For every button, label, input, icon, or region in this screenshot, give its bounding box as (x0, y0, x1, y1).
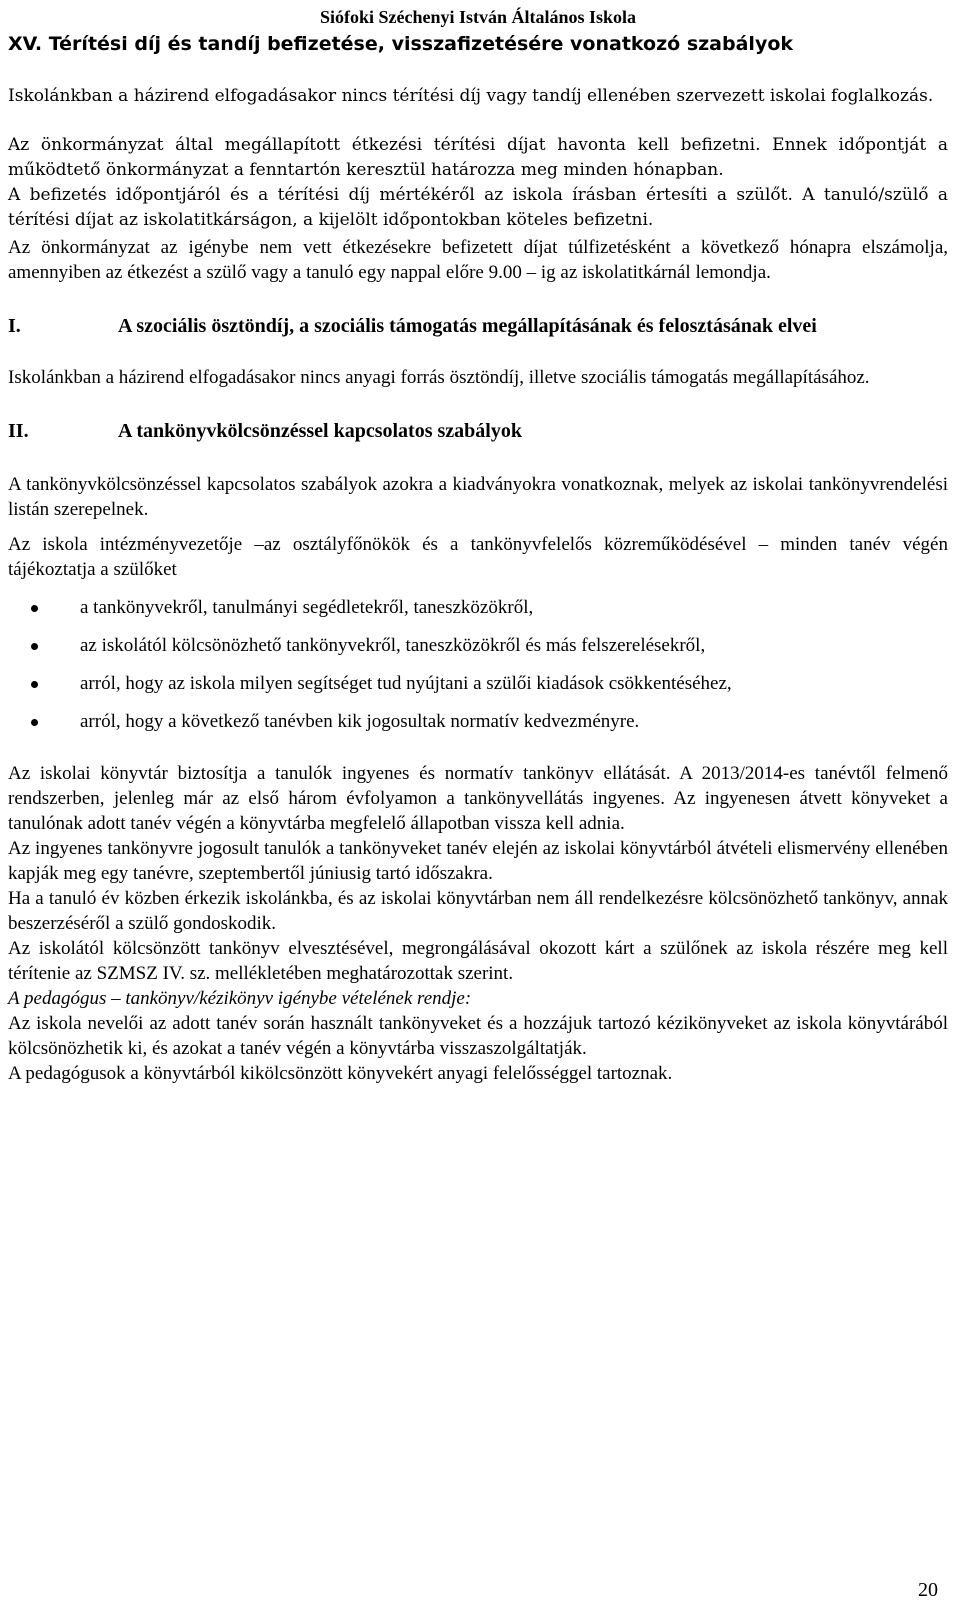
paragraph: Az önkormányzat az igénybe nem vett étkezésekre befizetett díjat túlfizetésként a következő hónapra elszámolja, amennyiben az étkezést a szülő vagy a tanuló egy nappal előre 9.00 – ig az iskolatitkárnál lemondja. (8, 237, 948, 283)
section-title: A tankönyvkölcsönzéssel kapcsolatos szabályok (118, 420, 522, 442)
paragraph: Az iskolától kölcsönzött tankönyv elvesztésével, megrongálásával okozott kárt a szülőnek az iskola részére meg kell térítenie az SZMSZ IV. sz. mellékletében meghatározottak szerint. (8, 938, 948, 984)
section-ii-heading (8, 418, 948, 444)
paragraph-sentence: A tanuló/szülő a térítési díjat az iskolatitkárságon, a kijelölt időpontokban köteles befizetni. (8, 185, 948, 230)
list-item: arról, hogy az iskola milyen segítséget tud nyújtani a szülői kiadások csökkentéséhez, (8, 671, 948, 696)
bullet-icon (31, 643, 38, 650)
page-number: 20 (918, 1579, 938, 1601)
paragraph: A pedagógusok a könyvtárból kikölcsönzött könyvekért anyagi felelősséggel tartoznak. (8, 1063, 673, 1084)
section-xv-title: XV. Térítési díj és tandíj befizetése, visszafizetésére vonatkozó szabályok (8, 33, 794, 55)
paragraph: Az iskolai könyvtár biztosítja a tanulók ingyenes és normatív tankönyv ellátását. A 2013/2014-es tanévtől felmenő rendszerben, jelenleg már az első három évfolyamon a tankönyvellátás ingyenes. Az ingyenesen átvett könyveket a tanulónak adott tanév végén a könyvtárba megfelelő állapotban vissza kell adnia. (8, 763, 948, 834)
subheading: A pedagógus – tankönyv/kézikönyv igénybe vételének rendje: (8, 988, 472, 1009)
paragraph: Ha a tanuló év közben érkezik iskolánkba, és az iskolai könyvtárban nem áll rendelkezésre kölcsönözhető tankönyv, annak beszerzéséről a szülő gondoskodik. (8, 888, 948, 934)
list-item: az iskolától kölcsönözhető tankönyvekről, taneszközökről és más felszerelésekről, (8, 633, 948, 658)
list-item: a tankönyvekről, tanulmányi segédletekről, taneszközökről, (8, 595, 948, 620)
paragraph (8, 183, 948, 233)
page-header: Siófoki Széchenyi István Általános Iskola (319, 7, 637, 27)
paragraph: Az iskola nevelői az adott tanév során használt tankönyveket és a hozzájuk tartozó kézikönyveket az iskola könyvtárából kölcsönözhetik ki, és azokat a tanév végén a könyvtárba visszaszolgáltatják. (8, 1013, 948, 1059)
paragraph: Az ingyenes tankönyvre jogosult tanulók a tankönyveket tanév elején az iskolai könyvtárból átvételi elismervény ellenében kapják meg egy tanévre, szeptembertől júniusig tartó időszakra. (8, 838, 948, 884)
section-number: I. (8, 315, 21, 337)
bullet-icon (31, 681, 38, 688)
section-title: A szociális ösztöndíj, a szociális támogatás megállapításának és felosztásának elvei (118, 315, 817, 337)
list-item: arról, hogy a következő tanévben kik jogosultak normatív kedvezményre. (8, 709, 948, 734)
paragraph: A tankönyvkölcsönzéssel kapcsolatos szabályok azokra a kiadványokra vonatkoznak, melyek az iskolai tankönyvrendelési listán szerepelnek. (8, 474, 948, 520)
paragraph-sentence: A befizetés időpontjáról és a térítési díj mértékéről az iskola írásban értesíti a szülőt. (8, 185, 793, 205)
bullet-icon (31, 719, 38, 726)
paragraph: Az önkormányzat által megállapított étkezési térítési díjat havonta kell befizetni. Ennek időpontját a működtető önkormányzat a fenntartón keresztül határozza meg minden hónapban. (8, 135, 948, 180)
section-number: II. (8, 420, 29, 442)
paragraph: Az iskola intézményvezetője –az osztályfőnökök és a tankönyvfelelős közreműködésével – minden tanév végén tájékoztatja a szülőket (8, 534, 948, 580)
paragraph: Iskolánkban a házirend elfogadásakor nincs térítési díj vagy tandíj ellenében szervezett iskolai foglalkozás. (8, 86, 934, 106)
document-page (8, 0, 948, 1086)
bullet-list (8, 595, 948, 734)
bullet-icon (31, 605, 38, 612)
section-i-heading (8, 313, 948, 339)
paragraph: Iskolánkban a házirend elfogadásakor nincs anyagi forrás ösztöndíj, illetve szociális támogatás megállapításához. (8, 367, 870, 388)
